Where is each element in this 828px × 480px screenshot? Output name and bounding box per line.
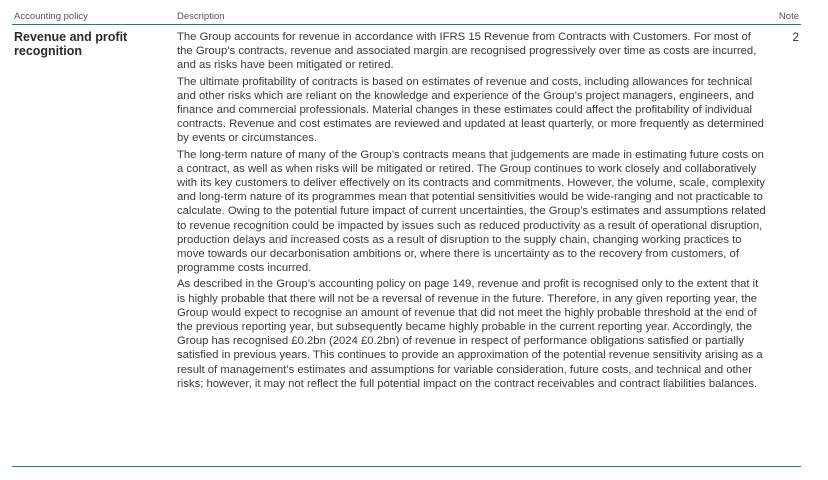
description-paragraph-4: As described in the Group’s accounting policy on page 149, revenue and profit is recognised only to the extent that it is highly probable that there will not be a reversal of revenue in the future. Therefore, in any given reporting year, the Group would expect to recognise an amount of revenue that did not meet the highly probable threshold at the end of the previous reporting year, but subsequently became highly probable in the current reporting year. Accordingly, the Group has recognised £0.2bn (2024 £0.2bn) of revenue in respect of performance obligations satisfied or partially satisfied in previous years. This continues to provide an approximation of the potential revenue sensitivity arising as a result of management’s estimates and assumptions for variable consideration, future costs, and technical and other risks; however, it may not reflect the full potential impact on the contract receivables and contract liabilities balances. xyxy=(177,278,763,390)
description-paragraph-3: The long-term nature of many of the Group’s contracts means that judgements are made in estimating future costs on a contract, as well as when risks will be mitigated or retired. The Group continues to work closely and collaboratively with its key customers to deliver effectively on its contracts and commitments. However, the volume, scale, complexity and long-term nature of its programmes mean that potential sensitivities would be wide-ranging and not practicable to calculate. Owing to the potential future impact of current uncertainties, the Group’s estimates and assumptions related to revenue recognition could be impacted by issues such as reduced productivity as a result of operational disruption, production delays and increased costs as a result of disruption to the supply chain, changing working practices to move towards our decarbonisation ambitions or, where there is uncertainty as to the recovery from customers, of programme costs incurred. xyxy=(177,148,766,275)
note-reference: 2 xyxy=(792,30,799,44)
accounting-policy-table xyxy=(12,10,801,467)
header-accounting-policy: Accounting policy xyxy=(14,11,88,22)
description-paragraph-1: The Group accounts for revenue in accordance with IFRS 15 Revenue from Contracts with Customers. For most of the Group’s contracts, revenue and associated margin are recognised progressively over time as costs are incurred, and as risks have been mitigated or retired. xyxy=(177,31,757,72)
table-header-row xyxy=(12,10,801,25)
description-paragraph-2: The ultimate profitability of contracts is based on estimates of revenue and costs, including allowances for technical and other risks which are reliant on the knowledge and experience of the Group’s project managers, engineers, and finance and commercial professionals. Material changes in these estimates could affect the profitability of individual contracts. Revenue and cost estimates are reviewed and updated at least quarterly, or more frequently as determined by events or circumstances. xyxy=(177,75,764,145)
policy-title: Revenue and profit recognition xyxy=(14,30,128,58)
header-note: Note xyxy=(778,11,799,22)
table-row xyxy=(12,25,801,467)
header-description: Description xyxy=(177,11,225,22)
policy-description xyxy=(177,30,767,393)
